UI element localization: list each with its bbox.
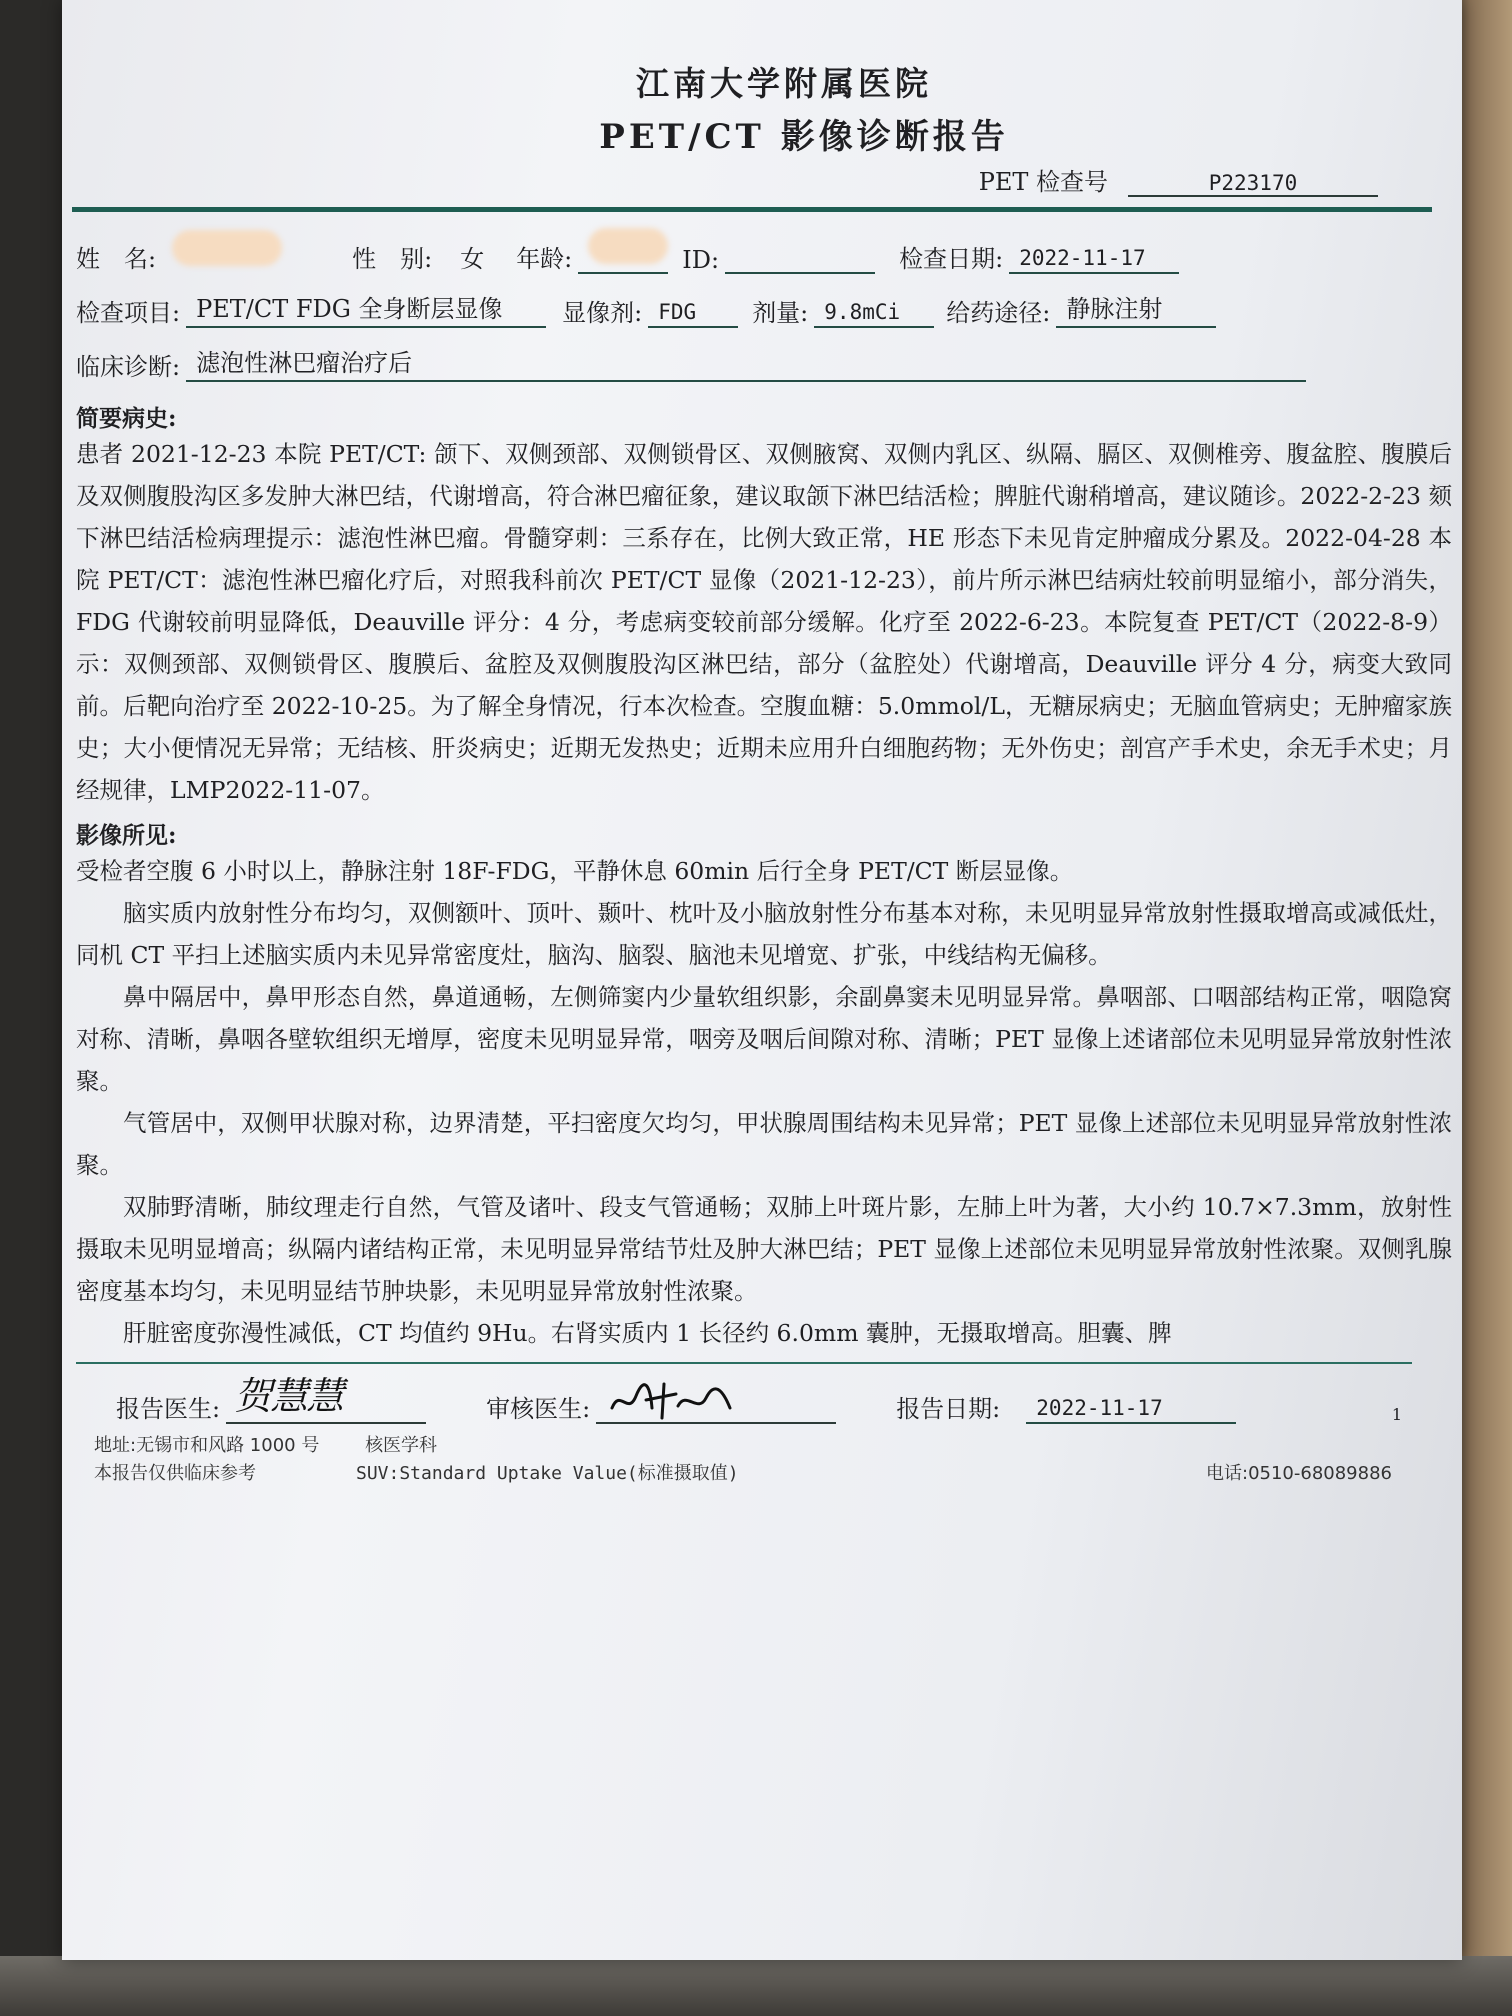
background-floor	[0, 1956, 1512, 2016]
hospital-name: 江南大学附属医院	[636, 64, 932, 103]
dose-label: 剂量:	[752, 299, 809, 327]
route-value: 静脉注射	[1056, 289, 1216, 328]
page-number: 1	[1391, 1405, 1402, 1424]
exam-number-value: P223170	[1128, 171, 1378, 197]
age-value	[578, 228, 668, 274]
report-date-label: 报告日期:	[896, 1395, 1001, 1423]
exam-number-label: PET 检查号	[978, 168, 1108, 196]
name-label: 姓 名:	[76, 245, 157, 273]
disclaimer: 本报告仅供临床参考	[94, 1463, 256, 1484]
findings-chest: 双肺野清晰，肺纹理走行自然，气管及诸叶、段支气管通畅；双肺上叶斑片影，左肺上叶为著，大小约 10.7×7.3mm，放射性摄取未见明显增高；纵隔内诸结构正常，未见明显异常结节灶及肿大淋巴结；PET 显像上述部位未见明显异常放射性浓聚。双侧乳腺密度基本均匀，未见明显结节肿块影，未见明显异常放射性浓聚。	[76, 1193, 1452, 1305]
suv-note: SUV:Standard Uptake Value(标准摄取值)	[356, 1463, 739, 1484]
header-divider	[72, 207, 1432, 212]
route-label: 给药途径:	[946, 299, 1051, 327]
reviewer-signature-scribble	[606, 1378, 736, 1422]
history-heading: 简要病史:	[76, 405, 177, 432]
exam-date-value: 2022-11-17	[1009, 246, 1179, 274]
footer-line-1	[94, 1432, 1452, 1460]
findings-brain: 脑实质内放射性分布均匀，双侧额叶、顶叶、颞叶、枕叶及小脑放射性分布基本对称，未见明显异常放射性摄取增高或减低灶，同机 CT 平扫上述脑实质内未见异常密度灶，脑沟、脑裂、脑池未见增宽、扩张，中线结构无偏移。	[76, 899, 1452, 969]
name-value	[162, 230, 332, 274]
redaction-blur	[172, 230, 282, 266]
exam-item-value: PET/CT FDG 全身断层显像	[186, 289, 546, 328]
doctor-label: 报告医生:	[116, 1395, 221, 1423]
department: 核医学科	[365, 1435, 438, 1456]
signature-row	[76, 1364, 1452, 1424]
report-title: PET/CT 影像诊断报告	[599, 117, 1009, 157]
exam-number-row	[76, 162, 1452, 197]
footer-info	[76, 1432, 1452, 1488]
findings-abdomen: 肝脏密度弥漫性减低，CT 均值约 9Hu。右肾实质内 1 长径约 6.0mm 囊肿，无摄取增高。胆囊、脾	[123, 1319, 1172, 1347]
phone-number: 电话:0510-68089886	[1206, 1463, 1392, 1484]
dose-value: 9.8mCi	[814, 300, 934, 328]
exam-date-label: 检查日期:	[899, 245, 1004, 273]
id-value	[725, 270, 875, 274]
report-content	[76, 0, 1452, 1488]
doctor-signature	[226, 1374, 426, 1424]
history-text: 患者 2021-12-23 本院 PET/CT: 颌下、双侧颈部、双侧锁骨区、双侧腋窝、双侧内乳区、纵隔、膈区、双侧椎旁、腹盆腔、腹膜后及双侧腹股沟区多发肿大淋巴结，代谢增高，符合淋巴瘤征象，建议取颌下淋巴结活检；脾脏代谢稍增高，建议随诊。2022-2-23 颏下淋巴结活检病理提示：滤泡性淋巴瘤。骨髓穿刺：三系存在，比例大致正常，HE 形态下未见肯定肿瘤成分累及。2022-04-28 本院 PET/CT：滤泡性淋巴瘤化疗后，对照我科前次 PET/CT 显像（2021-12-23），前片所示淋巴结病灶较前明显缩小，部分消失，FDG 代谢较前明显降低，Deauville 评分：4 分，考虑病变较前部分缓解。化疗至 2022-6-23。本院复查 PET/CT（2022-8-9）示：双侧颈部、双侧锁骨区、腹膜后、盆腔及双侧腹股沟区淋巴结，部分（盆腔处）代谢增高，Deauville 评分 4 分，病变大致同前。后靶向治疗至 2022-10-25。为了解全身情况，行本次检查。空腹血糖：5.0mmol/L，无糖尿病史；无脑血管病史；无肿瘤家族史；大小便情况无异常；无结核、肝炎病史；近期无发热史；近期未应用升白细胞药物；无外伤史；剖宫产手术史，余无手术史；月经规律，LMP2022-11-07。	[76, 440, 1452, 804]
doctor-signature-text: 贺慧慧	[234, 1374, 343, 1418]
hospital-address: 地址:无锡市和风路 1000 号	[94, 1435, 320, 1456]
report-date-value: 2022-11-17	[1026, 1396, 1236, 1424]
exam-row	[76, 274, 1452, 328]
reviewer-signature	[596, 1378, 836, 1424]
patient-row	[76, 220, 1452, 274]
clinical-label: 临床诊断:	[76, 353, 181, 381]
exam-item-label: 检查项目:	[76, 299, 181, 327]
findings-nasopharynx: 鼻中隔居中，鼻甲形态自然，鼻道通畅，左侧筛窦内少量软组织影，余副鼻窦未见明显异常。鼻咽部、口咽部结构正常，咽隐窝对称、清晰，鼻咽各壁软组织无增厚，密度未见明显异常，咽旁及咽后间隙对称、清晰；PET 显像上述诸部位未见明显异常放射性浓聚。	[76, 983, 1452, 1095]
clinical-row	[76, 328, 1452, 382]
clinical-value: 滤泡性淋巴瘤治疗后	[186, 343, 1306, 382]
findings-intro: 受检者空腹 6 小时以上，静脉注射 18F-FDG，平静休息 60min 后行全身 PET/CT 断层显像。	[76, 857, 1074, 885]
id-label: ID:	[682, 246, 720, 274]
report-sheet	[62, 0, 1462, 1960]
footer-line-2	[94, 1460, 1452, 1488]
findings-heading: 影像所见:	[76, 822, 177, 849]
sex-label: 性 别:	[352, 245, 433, 273]
agent-label: 显像剂:	[562, 299, 643, 327]
age-label: 年龄:	[516, 245, 573, 273]
reviewer-label: 审核医生:	[486, 1395, 591, 1423]
findings-thyroid: 气管居中，双侧甲状腺对称，边界清楚，平扫密度欠均匀，甲状腺周围结构未见异常；PET 显像上述部位未见明显异常放射性浓聚。	[76, 1109, 1452, 1179]
agent-value: FDG	[648, 300, 738, 328]
sex-value: 女	[460, 245, 485, 273]
redaction-blur	[588, 228, 668, 264]
